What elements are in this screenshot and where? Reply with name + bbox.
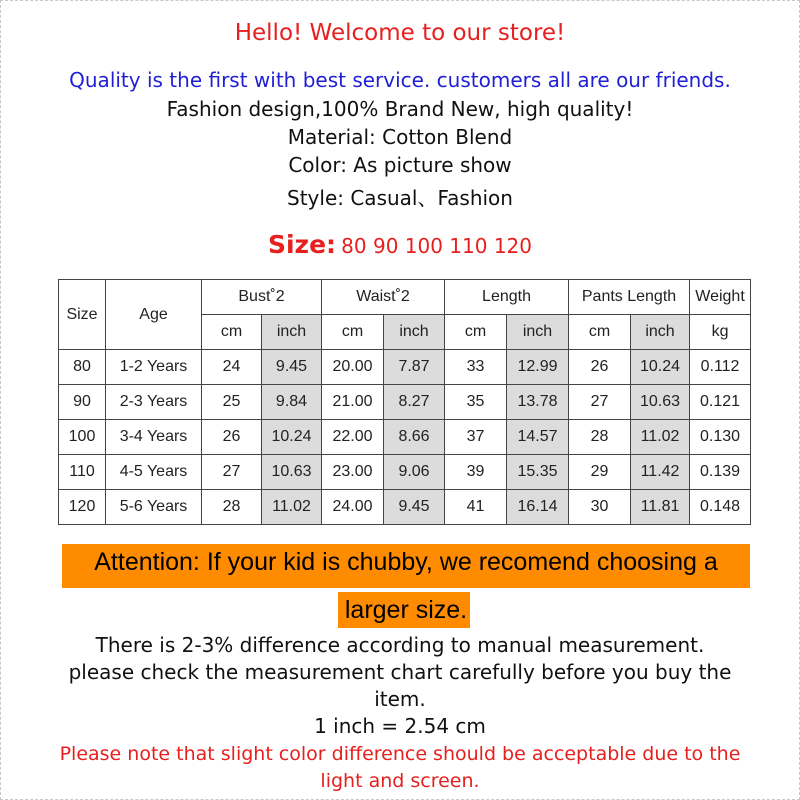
table-cell: 35: [445, 385, 507, 420]
size-label: Size:: [267, 230, 337, 259]
table-cell: 4-5 Years: [106, 455, 202, 490]
table-cell: 120: [59, 490, 106, 525]
difference-note: There is 2-3% difference according to manual measurement.: [95, 633, 705, 657]
attention-text: Attention: If your kid is chubby, we recomend choosing a: [94, 548, 718, 576]
table-cell: 8.27: [384, 385, 445, 420]
table-cell: 9.06: [384, 455, 445, 490]
table-cell: 26: [569, 350, 631, 385]
table-cell: 10.63: [631, 385, 690, 420]
header-weight: Weight: [690, 280, 751, 315]
unit-cell: inch: [384, 315, 445, 350]
table-cell: 11.02: [262, 490, 322, 525]
unit-cell: inch: [507, 315, 569, 350]
table-cell: 9.45: [384, 490, 445, 525]
table-cell: 25: [202, 385, 262, 420]
table-cell: 7.87: [384, 350, 445, 385]
greeting-text: Hello! Welcome to our store!: [234, 20, 566, 46]
table-row: [59, 350, 751, 385]
table-cell: 1-2 Years: [106, 350, 202, 385]
color-difference-note-2: light and screen.: [320, 770, 480, 792]
color-text: Color: As picture show: [288, 153, 512, 177]
table-cell: 10.24: [262, 420, 322, 455]
color-difference-note: Please note that slight color difference should be acceptable due to the: [59, 743, 741, 765]
table-cell: 23.00: [322, 455, 384, 490]
table-cell: 24: [202, 350, 262, 385]
table-cell: 110: [59, 455, 106, 490]
table-cell: 3-4 Years: [106, 420, 202, 455]
table-row: [59, 420, 751, 455]
table-cell: 0.139: [690, 455, 751, 490]
unit-cell: inch: [262, 315, 322, 350]
size-chart-table: [58, 279, 751, 525]
unit-cell: cm: [202, 315, 262, 350]
table-cell: 8.66: [384, 420, 445, 455]
table-cell: 39: [445, 455, 507, 490]
unit-cell: inch: [631, 315, 690, 350]
table-cell: 5-6 Years: [106, 490, 202, 525]
header-size: Size: [59, 280, 106, 350]
check-note: please check the measurement chart carefully before you buy the: [68, 660, 732, 684]
table-cell: 80: [59, 350, 106, 385]
table-cell: 15.35: [507, 455, 569, 490]
unit-cell: cm: [445, 315, 507, 350]
size-heading: [0, 230, 800, 259]
style-text: Style: Casual、Fashion: [287, 186, 513, 210]
table-cell: 0.121: [690, 385, 751, 420]
attention-text-2: larger size.: [344, 596, 468, 624]
table-row: [59, 385, 751, 420]
quality-text: Quality is the first with best service. customers all are our friends.: [69, 68, 731, 92]
unit-cell: cm: [322, 315, 384, 350]
table-cell: 16.14: [507, 490, 569, 525]
table-cell: 28: [202, 490, 262, 525]
table-cell: 11.42: [631, 455, 690, 490]
table-cell: 37: [445, 420, 507, 455]
table-cell: 41: [445, 490, 507, 525]
table-cell: 0.148: [690, 490, 751, 525]
table-cell: 0.112: [690, 350, 751, 385]
table-cell: 27: [569, 385, 631, 420]
table-cell: 14.57: [507, 420, 569, 455]
table-cell: 29: [569, 455, 631, 490]
check-note-2: item.: [374, 687, 426, 711]
header-age: Age: [106, 280, 202, 350]
table-cell: 9.84: [262, 385, 322, 420]
table-row: [59, 490, 751, 525]
table-cell: 100: [59, 420, 106, 455]
header-length: Length: [445, 280, 569, 315]
size-values: 80 90 100 110 120: [341, 234, 533, 258]
table-cell: 13.78: [507, 385, 569, 420]
table-cell: 11.02: [631, 420, 690, 455]
table-cell: 30: [569, 490, 631, 525]
table-cell: 10.24: [631, 350, 690, 385]
table-cell: 21.00: [322, 385, 384, 420]
table-cell: 33: [445, 350, 507, 385]
material-text: Material: Cotton Blend: [287, 125, 513, 149]
inch-conversion: 1 inch = 2.54 cm: [314, 714, 486, 738]
header-pants-length: Pants Length: [569, 280, 690, 315]
table-cell: 22.00: [322, 420, 384, 455]
fashion-text: Fashion design,100% Brand New, high quality!: [166, 97, 634, 121]
table-cell: 12.99: [507, 350, 569, 385]
table-cell: 27: [202, 455, 262, 490]
header-bust: Bust˚2: [202, 280, 322, 315]
table-cell: 28: [569, 420, 631, 455]
table-row: [59, 455, 751, 490]
table-cell: 2-3 Years: [106, 385, 202, 420]
table-cell: 90: [59, 385, 106, 420]
table-cell: 26: [202, 420, 262, 455]
table-cell: 0.130: [690, 420, 751, 455]
table-cell: 20.00: [322, 350, 384, 385]
unit-cell: cm: [569, 315, 631, 350]
unit-cell: kg: [690, 315, 751, 350]
table-cell: 9.45: [262, 350, 322, 385]
table-cell: 24.00: [322, 490, 384, 525]
table-cell: 10.63: [262, 455, 322, 490]
table-cell: 11.81: [631, 490, 690, 525]
header-waist: Waist˚2: [322, 280, 445, 315]
